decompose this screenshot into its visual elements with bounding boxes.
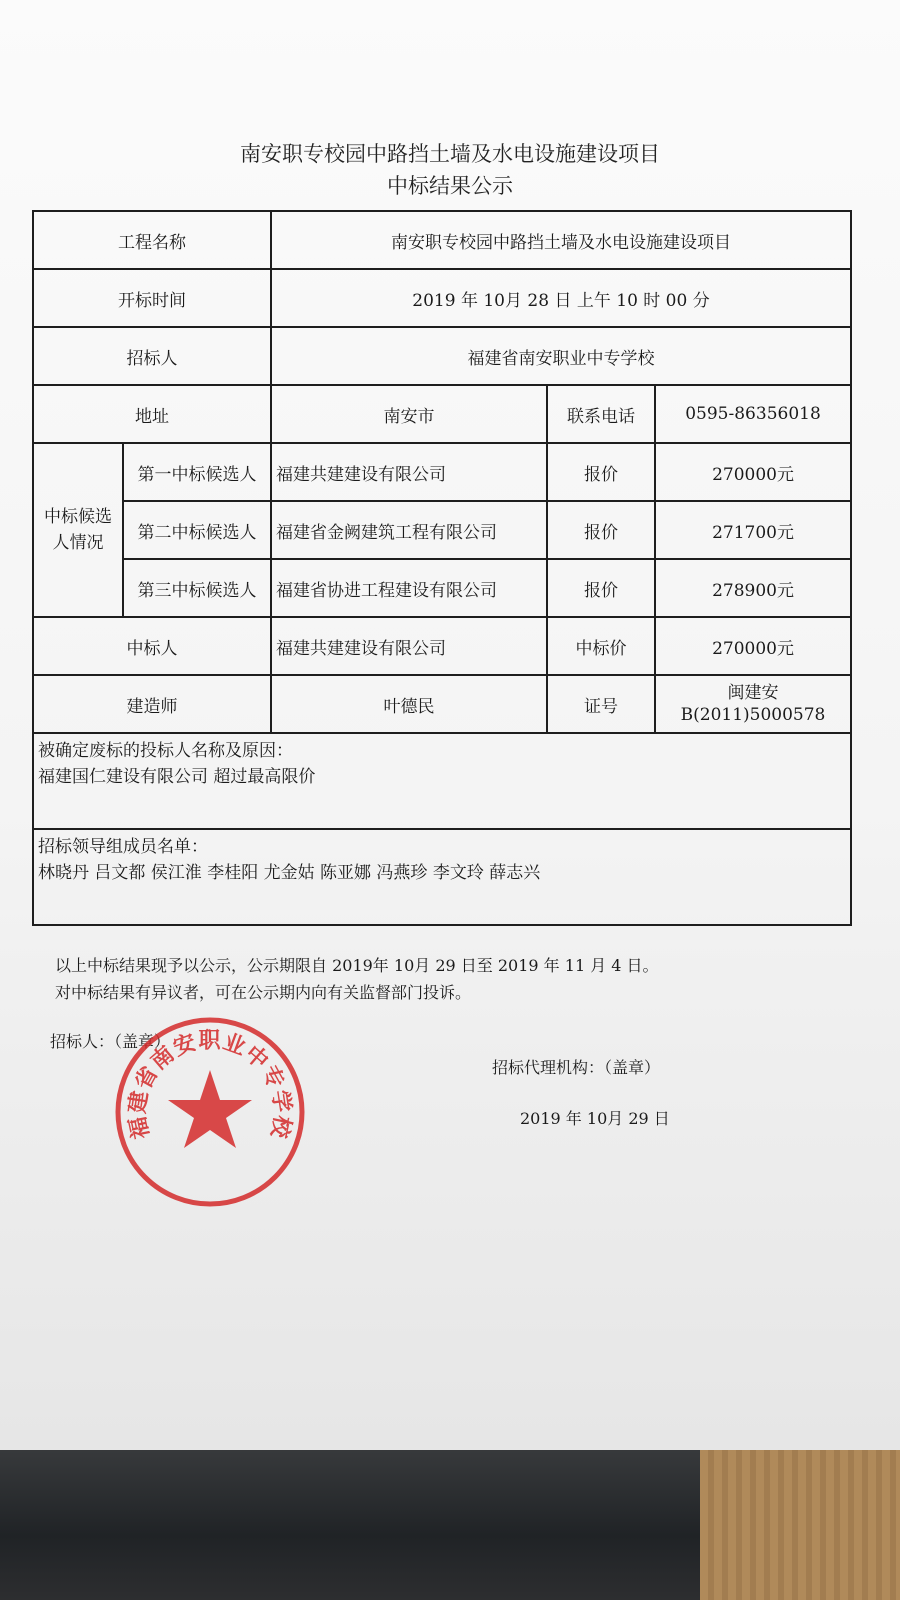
project-label: 工程名称 — [33, 211, 271, 269]
candidate-company: 福建共建建设有限公司 — [271, 443, 547, 501]
tenderer-label: 招标人 — [33, 327, 271, 385]
document-subtitle: 中标结果公示 — [387, 174, 513, 198]
table-row — [33, 559, 851, 617]
cert-line2: B(2011)5000578 — [680, 705, 826, 725]
candidate-price: 278900元 — [655, 559, 851, 617]
address-value: 南安市 — [271, 385, 547, 443]
candidate-rank: 第三中标候选人 — [123, 559, 271, 617]
phone-value: 0595-86356018 — [655, 385, 851, 443]
table-row — [33, 829, 851, 925]
table-row — [33, 733, 851, 829]
candidate-company: 福建省金阙建筑工程有限公司 — [271, 501, 547, 559]
notice-line-1: 以上中标结果现予以公示，公示期限自 2019年 10月 29 日至 2019 年 11 月 4 日。 — [55, 956, 659, 975]
svg-text:福建省南安职业中专学校: 福建省南安职业中专学校 — [125, 1028, 295, 1141]
cert-line1: 闽建安 — [727, 683, 779, 703]
invalid-bid-cell — [33, 733, 851, 829]
signature-date: 2019 年 10月 29 日 — [520, 1109, 670, 1128]
table-row — [33, 617, 851, 675]
official-seal-icon — [110, 1012, 310, 1212]
builder-value: 叶德民 — [271, 675, 547, 733]
winner-value: 福建共建建设有限公司 — [271, 617, 547, 675]
cert-value — [655, 675, 851, 733]
background-wood — [700, 1440, 900, 1600]
table-row — [33, 211, 851, 269]
candidate-rank: 第二中标候选人 — [123, 501, 271, 559]
notice-line-2: 对中标结果有异议者，可在公示期内向有关监督部门投诉。 — [55, 983, 472, 1002]
candidate-rank: 第一中标候选人 — [123, 443, 271, 501]
project-value: 南安职专校园中路挡土墙及水电设施建设项目 — [271, 211, 851, 269]
committee-heading: 招标领导组成员名单： — [38, 837, 208, 857]
table-row — [33, 269, 851, 327]
cert-label: 证号 — [547, 675, 655, 733]
result-table — [32, 210, 852, 926]
builder-label: 建造师 — [33, 675, 271, 733]
tenderer-signature: 招标人：（盖章） — [50, 1032, 171, 1051]
document-title: 南安职专校园中路挡土墙及水电设施建设项目 — [240, 142, 660, 166]
candidate-price: 271700元 — [655, 501, 851, 559]
winner-price-label: 中标价 — [547, 617, 655, 675]
table-row — [33, 385, 851, 443]
address-label: 地址 — [33, 385, 271, 443]
agent-signature: 招标代理机构：（盖章） — [492, 1058, 661, 1077]
winner-price: 270000元 — [655, 617, 851, 675]
committee-cell — [33, 829, 851, 925]
table-row — [33, 501, 851, 559]
tenderer-value: 福建省南安职业中专学校 — [271, 327, 851, 385]
committee-members: 林晓丹 吕文都 侯江淮 李桂阳 尤金姑 陈亚娜 冯燕珍 李文玲 薛志兴 — [38, 863, 541, 883]
invalid-heading: 被确定废标的投标人名称及原因： — [38, 741, 293, 761]
open-time-value: 2019 年 10月 28 日 上午 10 时 00 分 — [271, 269, 851, 327]
open-time-label: 开标时间 — [33, 269, 271, 327]
candidate-price-label: 报价 — [547, 443, 655, 501]
table-row — [33, 443, 851, 501]
candidate-price-label: 报价 — [547, 501, 655, 559]
candidate-price: 270000元 — [655, 443, 851, 501]
candidate-price-label: 报价 — [547, 559, 655, 617]
invalid-detail: 福建国仁建设有限公司 超过最高限价 — [38, 767, 316, 787]
winner-label: 中标人 — [33, 617, 271, 675]
table-row — [33, 675, 851, 733]
candidate-company: 福建省协进工程建设有限公司 — [271, 559, 547, 617]
phone-label: 联系电话 — [547, 385, 655, 443]
table-row — [33, 327, 851, 385]
candidates-label: 中标候选人情况 — [33, 443, 123, 617]
